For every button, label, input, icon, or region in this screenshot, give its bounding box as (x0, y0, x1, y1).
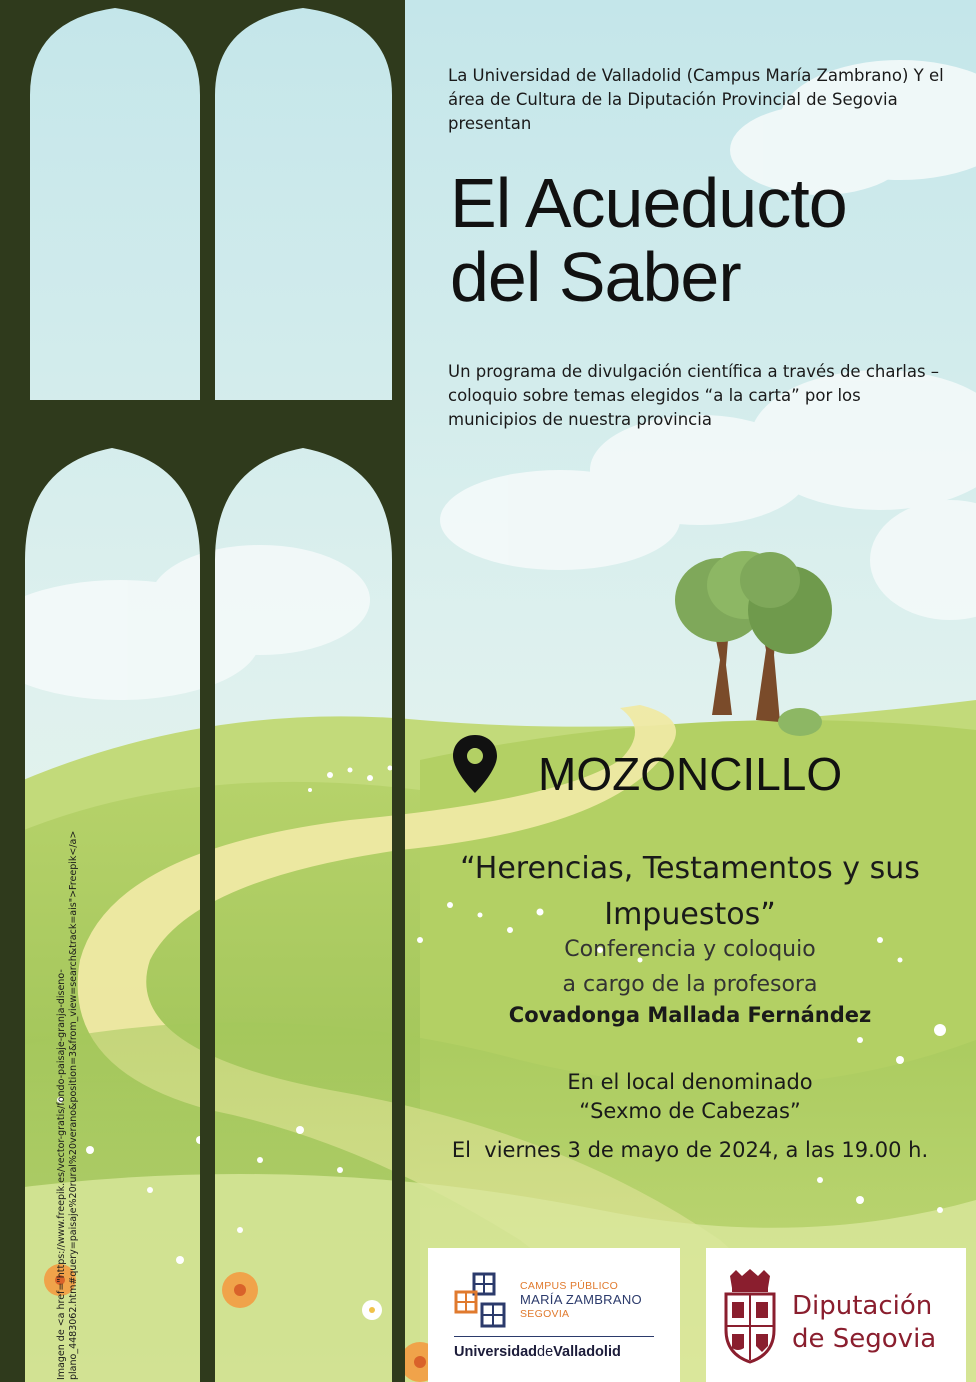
talk-type-line-1: Conferencia y coloquio (564, 937, 816, 962)
university-name-part-1: Universidad (454, 1344, 537, 1360)
campus-squares-icon (454, 1272, 512, 1328)
event-date: El viernes 3 de mayo de 2024, a las 19.00 h. (451, 1138, 929, 1162)
program-description: Un programa de divulgación científica a través de charlas – coloquio sobre temas elegidos “a la carta” por los municipios de nuestra provincia (448, 362, 940, 429)
diputacion-line-2: de Segovia (792, 1324, 937, 1354)
logo-divider (454, 1336, 654, 1337)
campus-line-3: SEGOVIA (520, 1308, 570, 1320)
diputacion-line-1: Diputación (792, 1291, 933, 1321)
venue-line-1: En el local denominado (567, 1070, 813, 1094)
image-credit: Imagen de <a href="https://www.freepik.es/vector-gratis/fondo-paisaje-granja-diseno-plano_4483062.htm#query=paisaje%20rural%20verano&position=3&from_view=search&track=ais">Freepik</a> (56, 830, 79, 1380)
university-name-part-2: de (537, 1344, 554, 1360)
venue (430, 1068, 950, 1126)
location-name: MOZONCILLO (538, 748, 843, 800)
diputacion-name (792, 1290, 936, 1356)
title-line-1: El Acueducto (450, 164, 847, 242)
intro-text: La Universidad de Valladolid (Campus María Zambrano) Y el área de Cultura de la Diputación Provincial de Segovia presentan (448, 66, 944, 133)
campus-line-2: MARÍA ZAMBRANO (520, 1292, 642, 1307)
coat-of-arms-icon (720, 1268, 780, 1364)
poster-title (450, 166, 970, 314)
speaker-name: Covadonga Mallada Fernández (508, 1003, 872, 1027)
university-name-part-3: Valladolid (553, 1344, 621, 1360)
title-line-2: del Saber (450, 238, 741, 316)
venue-line-2: “Sexmo de Cabezas” (579, 1099, 801, 1123)
map-pin-icon (450, 733, 500, 795)
talk-type-line-2: a cargo de la profesora (562, 972, 818, 997)
diputacion-logo (706, 1248, 966, 1382)
talk-title: “Herencias, Testamentos y sus Impuestos” (460, 851, 920, 932)
talk-type (430, 932, 950, 1002)
campus-line-1: CAMPUS PÚBLICO (520, 1280, 619, 1292)
uva-campus-logo (428, 1248, 680, 1382)
university-name (454, 1344, 621, 1360)
